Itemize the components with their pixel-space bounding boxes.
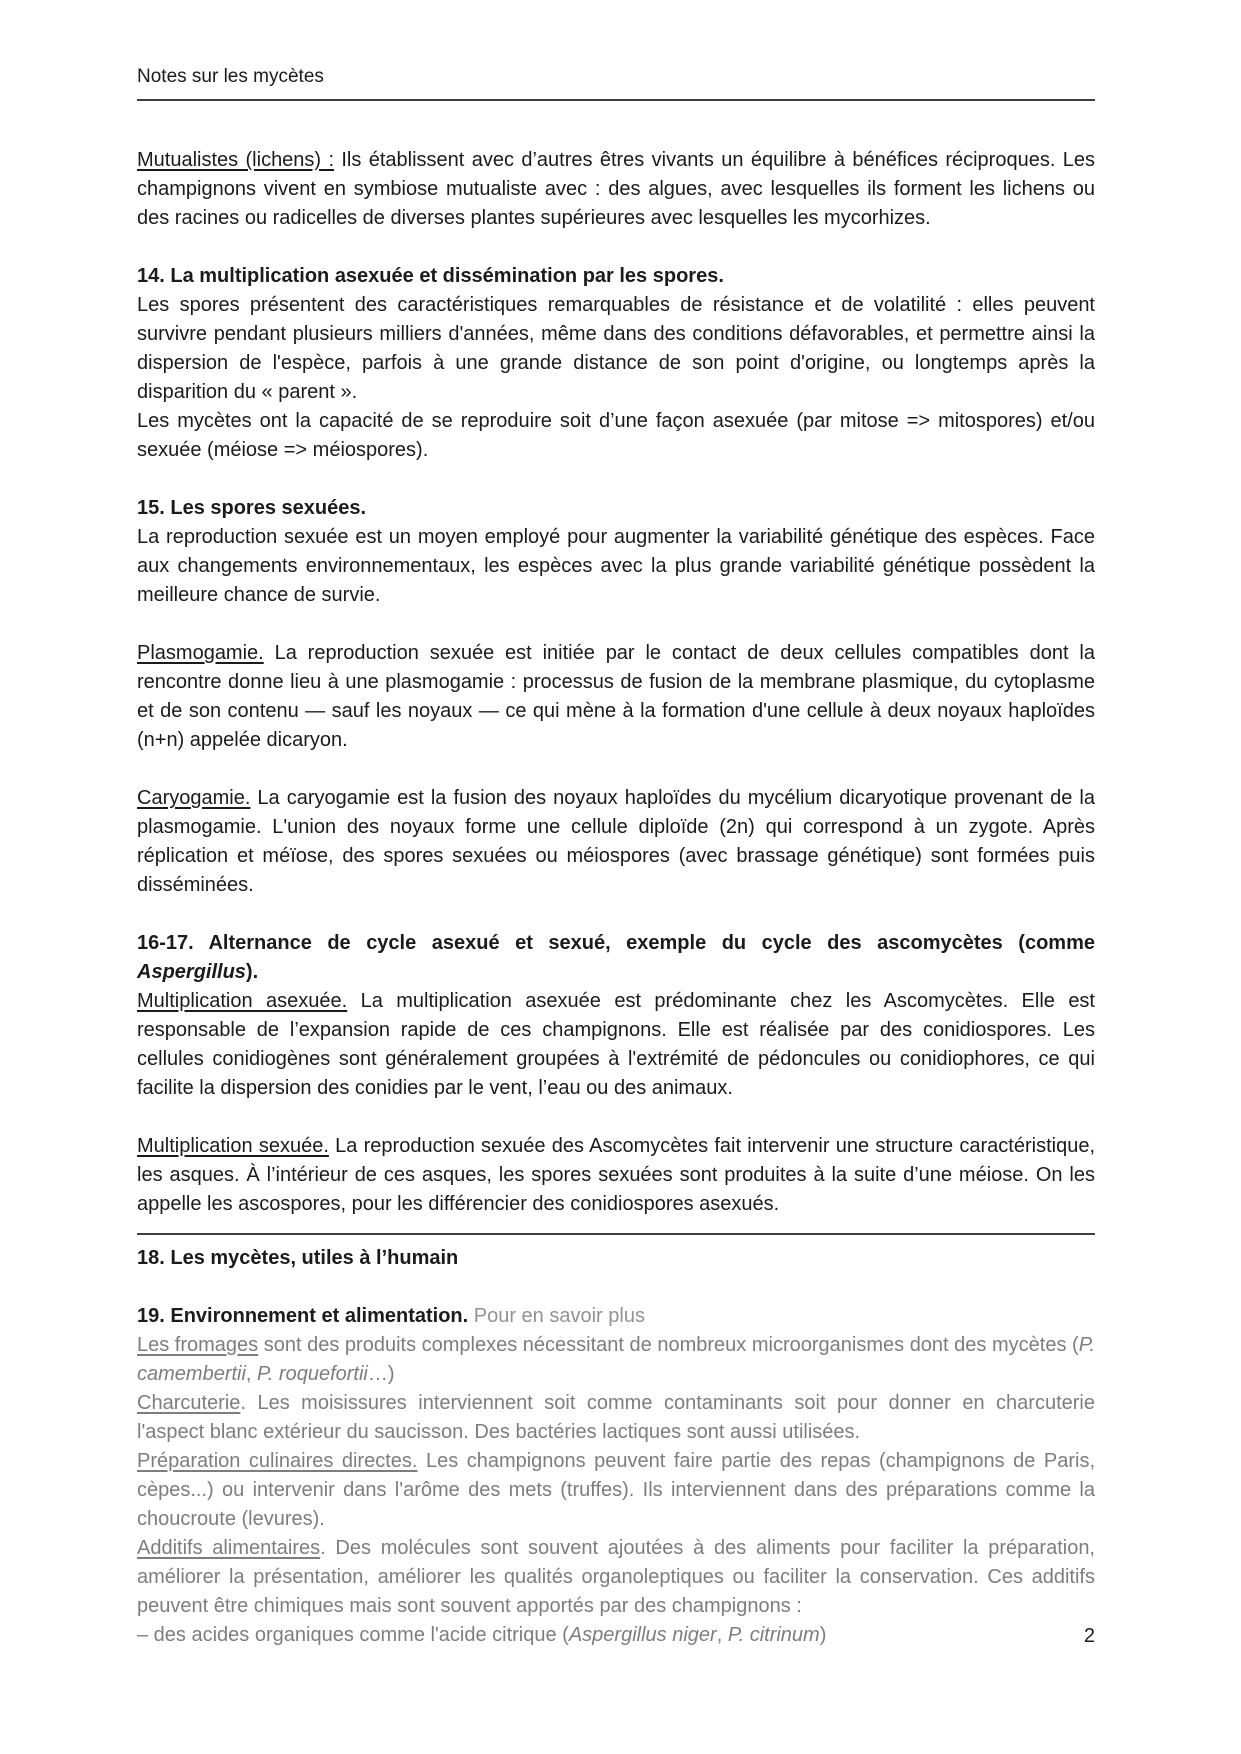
page-header bbox=[137, 0, 1095, 101]
text-run: , bbox=[716, 1624, 728, 1646]
blank-line bbox=[137, 465, 1095, 494]
text-run: Les mycètes ont la capacité de se reproduire soit d’une façon asexuée (par mitose => mitospores) et/ou sexuée (méiose => méiospores). bbox=[137, 410, 1095, 461]
text-run: – des acides organiques comme l'acide citrique ( bbox=[137, 1624, 569, 1646]
section-divider bbox=[137, 1233, 1095, 1235]
text-run: 19. Environnement et alimentation. bbox=[137, 1305, 474, 1327]
text-run: 15. Les spores sexuées. bbox=[137, 497, 367, 519]
para-plasmogamie bbox=[137, 639, 1095, 755]
blank-line bbox=[137, 900, 1095, 929]
text-run: 18. Les mycètes, utiles à l’humain bbox=[137, 1247, 459, 1269]
text-run: La reproduction sexuée des Ascomycètes fait intervenir une structure caractéristique, les asques. À l’intérieur de ces asques, les spores sexuées sont produites à la suite d’une méiose. On les appelle les ascospores, pour les différencier des conidiospores asexués. bbox=[137, 1135, 1096, 1215]
text-run: Les fromages bbox=[137, 1334, 259, 1356]
text-run: Ils établissent avec d’autres êtres vivants un équilibre à bénéfices réciproques. Les champignons vivent en symbiose mutualiste avec : des algues, avec lesquelles ils forment les lichens ou des racines ou radicelles de diverses plantes supérieures avec lesquelles les mycorhizes. bbox=[137, 149, 1095, 229]
para-14-spores bbox=[137, 291, 1095, 407]
page-header-title: Notes sur les mycètes bbox=[137, 66, 324, 87]
text-run: sont des produits complexes nécessitant de nombreux microorganismes dont des mycètes ( bbox=[258, 1334, 1079, 1356]
text-run: Aspergillus niger bbox=[568, 1624, 717, 1646]
heading-16-17 bbox=[137, 929, 1095, 987]
text-run: ). bbox=[245, 961, 259, 983]
document-body bbox=[137, 146, 1095, 1650]
text-run: Mutualistes (lichens) : bbox=[137, 149, 335, 171]
text-run: Multiplication asexuée. bbox=[137, 990, 348, 1012]
para-caryogamie bbox=[137, 784, 1095, 900]
text-run: , bbox=[245, 1363, 258, 1385]
blank-line bbox=[137, 610, 1095, 639]
para-mutualistes bbox=[137, 146, 1095, 233]
para-acides-organiques bbox=[137, 1621, 1095, 1650]
heading-14 bbox=[137, 262, 1095, 291]
text-run: …) bbox=[367, 1363, 395, 1385]
para-15-reproduction bbox=[137, 523, 1095, 610]
header-rule bbox=[137, 99, 1095, 101]
text-run: P. camembertii bbox=[137, 1334, 1096, 1385]
para-multiplication-asexuee bbox=[137, 987, 1095, 1103]
text-run: P. citrinum bbox=[727, 1624, 820, 1646]
para-fromages bbox=[137, 1331, 1095, 1389]
page-number: 2 bbox=[1083, 1625, 1095, 1647]
para-multiplication-sexuee bbox=[137, 1132, 1095, 1219]
text-run: . Des molécules sont souvent ajoutées à des aliments pour faciliter la préparation, améliorer la présentation, améliorer les qualités organoleptiques ou faciliter la conservation. Ces additifs peuvent être chimiques mais sont souvent apportés par des champignons : bbox=[137, 1537, 1095, 1617]
para-14-mycetes bbox=[137, 407, 1095, 465]
para-charcuterie bbox=[137, 1389, 1095, 1447]
text-run: La reproduction sexuée est un moyen employé pour augmenter la variabilité génétique des espèces. Face aux changements environnementaux, les espèces avec la plus grande variabilité génétique possèdent la meilleure chance de survie. bbox=[137, 526, 1095, 606]
text-run: . Les moisissures interviennent soit comme contaminants soit pour donner en charcuterie l'aspect blanc extérieur du saucisson. Des bactéries lactiques sont aussi utilisées. bbox=[137, 1392, 1095, 1443]
text-run: Les champignons peuvent faire partie des repas (champignons de Paris, cèpes...) ou intervenir dans l'arôme des mets (truffes). Ils interviennent dans des préparations comme la choucroute (levures). bbox=[137, 1450, 1095, 1530]
text-run: Préparation culinaires directes. bbox=[137, 1450, 418, 1472]
text-run: Caryogamie. bbox=[137, 787, 251, 809]
para-preparation-culinaires bbox=[137, 1447, 1095, 1534]
text-run: Charcuterie bbox=[137, 1392, 241, 1414]
blank-line bbox=[137, 233, 1095, 262]
blank-line bbox=[137, 755, 1095, 784]
text-run: La multiplication asexuée est prédominante chez les Ascomycètes. Elle est responsable de l’expansion rapide de ces champignons. Elle est réalisée par des conidiospores. Les cellules conidiogènes sont généralement groupées à l'extrémité de pédoncules ou conidiophores, ce qui facilite la dispersion des conidies par le vent, l’eau ou des animaux. bbox=[137, 990, 1095, 1099]
text-run: La caryogamie est la fusion des noyaux haploïdes du mycélium dicaryotique provenant de la plasmogamie. L'union des noyaux forme une cellule diploïde (2n) qui correspond à un zygote. Après réplication et méïose, des spores sexuées ou méiospores (avec brassage génétique) sont formées puis disséminées. bbox=[137, 787, 1095, 896]
heading-15 bbox=[137, 494, 1095, 523]
para-additifs bbox=[137, 1534, 1095, 1621]
text-run: Aspergillus bbox=[137, 961, 246, 983]
heading-19 bbox=[137, 1302, 1095, 1331]
blank-line bbox=[137, 1273, 1095, 1302]
text-run: Plasmogamie. bbox=[137, 642, 264, 664]
text-run: La reproduction sexuée est initiée par le contact de deux cellules compatibles dont la rencontre donne lieu à une plasmogamie : processus de fusion de la membrane plasmique, du cytoplasme et de son contenu — sauf les noyaux — ce qui mène à la formation d'une cellule à deux noyaux haploïdes (n+n) appelée dicaryon. bbox=[137, 642, 1095, 751]
text-run: Les spores présentent des caractéristiques remarquables de résistance et de volatilité : elles peuvent survivre pendant plusieurs milliers d'années, même dans des conditions défavorables, et permettre ainsi la dispersion de l'espèce, parfois à une grande distance de son point d'origine, ou longtemps après la disparition du « parent ». bbox=[137, 294, 1095, 403]
text-run: P. roquefortii bbox=[257, 1363, 368, 1385]
text-run: Pour en savoir plus bbox=[473, 1305, 645, 1327]
blank-line bbox=[137, 1103, 1095, 1132]
text-run: Multiplication sexuée. bbox=[137, 1135, 329, 1157]
text-run: 14. La multiplication asexuée et dissémination par les spores. bbox=[137, 265, 724, 287]
text-run: ) bbox=[819, 1624, 827, 1646]
heading-18 bbox=[137, 1244, 1095, 1273]
text-run: 16-17. Alternance de cycle asexué et sexué, exemple du cycle des ascomycètes (comme bbox=[137, 932, 1095, 954]
text-run: Additifs alimentaires bbox=[137, 1537, 321, 1559]
